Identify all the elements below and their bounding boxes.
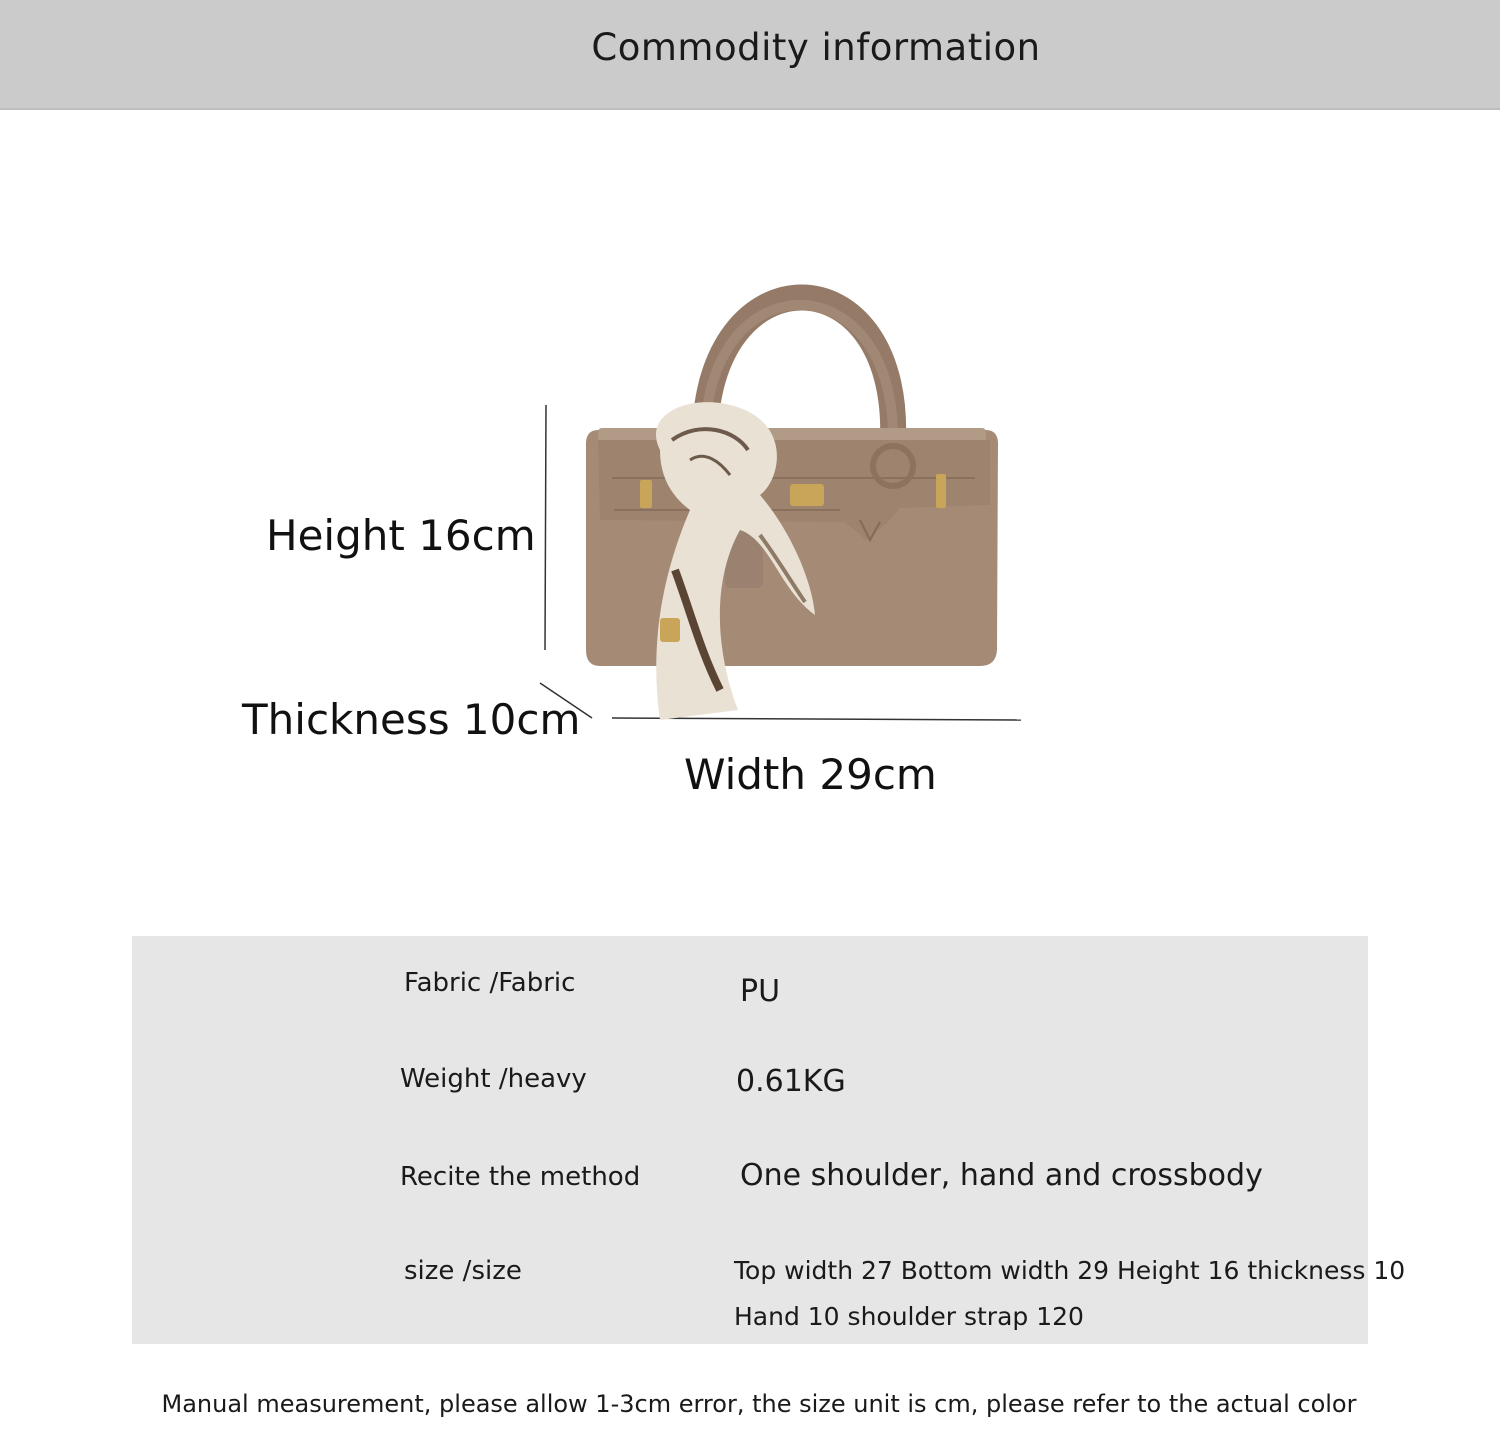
spec-value-size-line2: Hand 10 shoulder strap 120 — [734, 1302, 1084, 1331]
spec-table — [132, 936, 1406, 1344]
thickness-dimension-label: Thickness 10cm — [242, 695, 581, 744]
spec-value-size-line1: Top width 27 Bottom width 29 Height 16 thickness 10 — [734, 1256, 1406, 1285]
spec-label-fabric: Fabric /Fabric — [404, 968, 576, 998]
height-dimension-label: Height 16cm — [266, 511, 536, 560]
page-title: Commodity information — [591, 26, 1041, 69]
width-dimension-label: Width 29cm — [684, 750, 937, 799]
spec-label-size: size /size — [404, 1256, 522, 1286]
spec-value-weight: 0.61KG — [736, 1064, 846, 1099]
spec-value-fabric: PU — [740, 974, 781, 1009]
measurement-disclaimer: Manual measurement, please allow 1-3cm error, the size unit is cm, please refer to the actual color — [161, 1390, 1357, 1418]
product-dimension-figure — [0, 110, 1500, 910]
spec-value-method: One shoulder, hand and crossbody — [740, 1158, 1263, 1193]
spec-label-weight: Weight /heavy — [400, 1064, 587, 1094]
height-measure-line — [545, 405, 546, 650]
spec-label-method: Recite the method — [400, 1162, 641, 1192]
header-bar — [0, 0, 1500, 110]
width-measure-line — [612, 718, 1021, 720]
